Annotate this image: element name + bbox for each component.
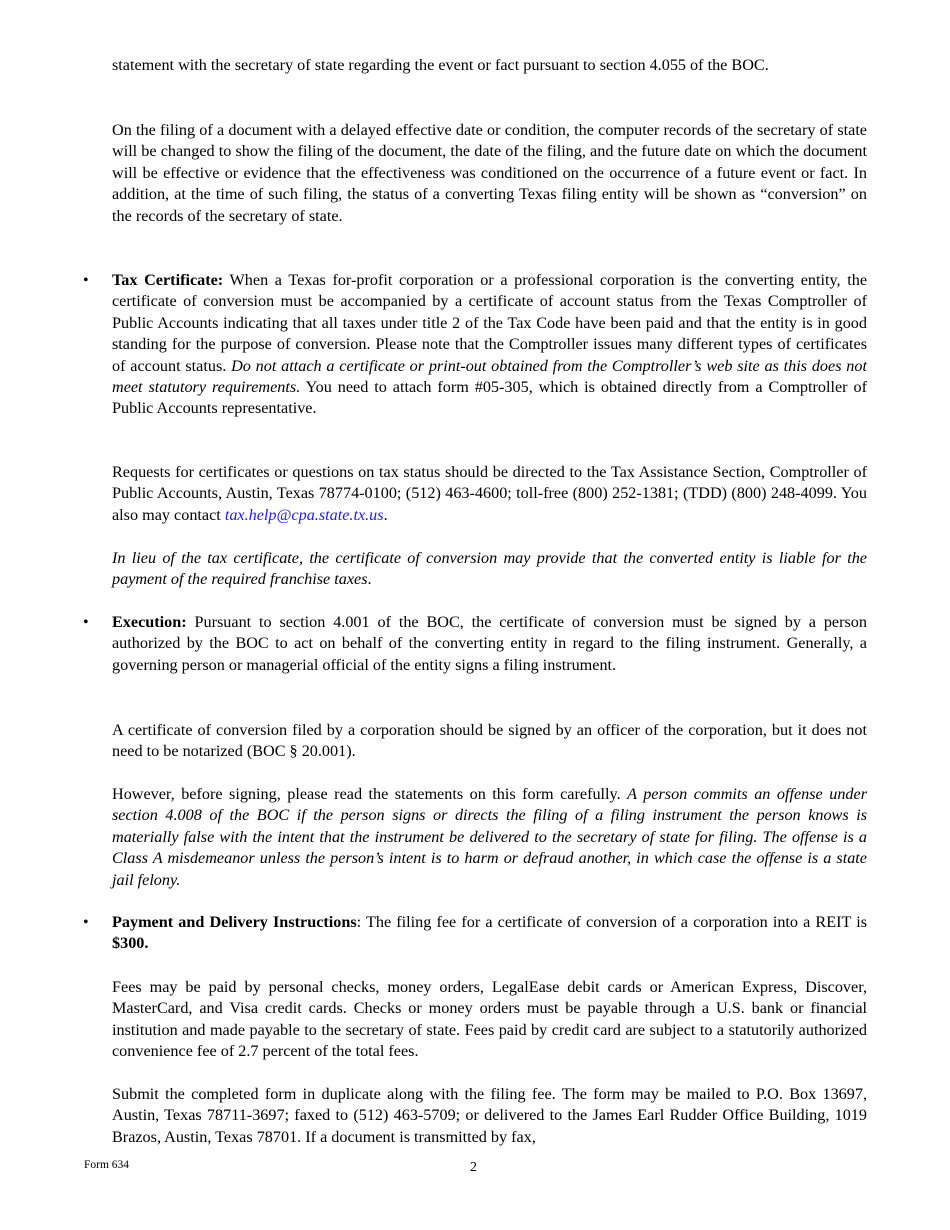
footer-form-label: Form 634 — [84, 1159, 130, 1171]
execution-signing-note: However, before signing, please read the statements on this form carefully. — [112, 785, 628, 803]
payment-paragraph-2: Fees may be paid by personal checks, money orders, LegalEase debit cards or American Express, Discover, MasterCard, and Visa credit cards. Checks or money orders must be payable through a U.S. bank or financial institution and made payable to the secretary of state. Fees paid by credit card are subject to a statutorily authorized convenience fee of 2.7 percent of the total fees. — [112, 978, 867, 1061]
continuation-paragraph-1: statement with the secretary of state regarding the event or fact pursuant to section 4.055 of the BOC. — [112, 56, 769, 74]
execution-paragraph-2: A certificate of conversion filed by a corporation should be signed by an officer of the corporation, but it does not need to be notarized (BOC § 20.001). — [112, 721, 867, 761]
continuation-paragraph-2: On the filing of a document with a delayed effective date or condition, the computer records of the secretary of state will be changed to show the filing of the document, the date of the filing, and the future date on which the document will be effective or evidence that the effectiveness was conditioned on the occurrence of a future event or fact. In addition, at the time of such filing, the status of a converting Texas filing entity will be shown as “conversion” on the records of the secretary of state. — [112, 121, 867, 225]
execution-paragraph-1 — [112, 612, 867, 676]
execution-heading: Execution: — [112, 613, 187, 631]
payment-text: : The filing fee for a certificate of conversion of a corporation into a REIT is — [356, 913, 868, 931]
execution-text: Pursuant to section 4.001 of the BOC, the certificate of conversion must be signed by a person authorized by the BOC to act on behalf of the converting entity in regard to the filing instrument. Generally, a governing person or managerial official of the entity signs a filing instrument. — [112, 613, 867, 674]
bullet-payment: • — [83, 914, 89, 931]
tax-certificate-paragraph-1 — [112, 270, 867, 420]
period: . — [383, 505, 388, 524]
footer-page-number: 2 — [470, 1160, 477, 1175]
tax-certificate-warning: Do not attach a certificate or print-out obtained from the Comptroller’s web site as this does not meet statutory requirements. — [112, 356, 867, 397]
tax-help-email-link[interactable]: tax.help@cpa.state.tx.us — [224, 505, 384, 524]
bullet-tax-certificate: • — [83, 272, 89, 289]
tax-certificate-text: When a Texas for-profit corporation or a professional corporation is the converting entity, the certificate of conversion must be accompanied by a certificate of account status from the Texas Comptroller of Public Accounts indicating that all taxes under title 2 of the Tax Code have been paid and that the entity is in good standing for the purpose of conversion. Please note that the Comptroller issues many different types of certificates of account status. — [112, 271, 868, 375]
tax-certificate-form-note: You need to attach form #05-305, which is obtained directly from a Comptroller of Public Accounts representative. — [112, 378, 867, 418]
tax-certificate-alternative: In lieu of the tax certificate, the certificate of conversion may provide that the converted entity is liable for the payment of the required franchise taxes — [112, 549, 867, 589]
payment-paragraph-3: Submit the completed form in duplicate along with the filing fee. The form may be mailed to P.O. Box 13697, Austin, Texas 78711-3697; faxed to (512) 463-5709; or delivered to the James Earl Rudder Office Building, 1019 Brazos, Austin, Texas 78701. If a document is transmitted by fax, — [112, 1085, 867, 1146]
payment-heading: Payment and Delivery Instructions — [112, 913, 357, 931]
tax-certificate-heading: Tax Certificate: — [112, 271, 224, 289]
payment-paragraph-1 — [112, 912, 867, 955]
bullet-execution: • — [83, 614, 89, 631]
execution-paragraph-3 — [112, 784, 867, 891]
filing-fee-amount: $300. — [112, 934, 149, 953]
period: . — [367, 570, 372, 589]
tax-certificate-paragraph-3 — [112, 548, 867, 591]
execution-offense-warning: A person commits an offense under section 4.008 of the BOC if the person signs or directs the filing of a filing instrument the person knows is materially false with the intent that the instrument be delivered to the secretary of state for filing. The offense is a Class A misdemeanor unless the person’s intent is to harm or defraud another, in which case the offense is a state jail felony. — [112, 785, 867, 889]
tax-certificate-paragraph-2 — [112, 462, 867, 526]
tax-assistance-contact: Requests for certificates or questions on tax status should be directed to the Tax Assistance Section, Comptroller of Public Accounts, Austin, Texas 78774-0100; (512) 463-4600; toll-free (800) 252-1381; (TDD) (800) 248-4099. You also may contact — [112, 463, 867, 524]
